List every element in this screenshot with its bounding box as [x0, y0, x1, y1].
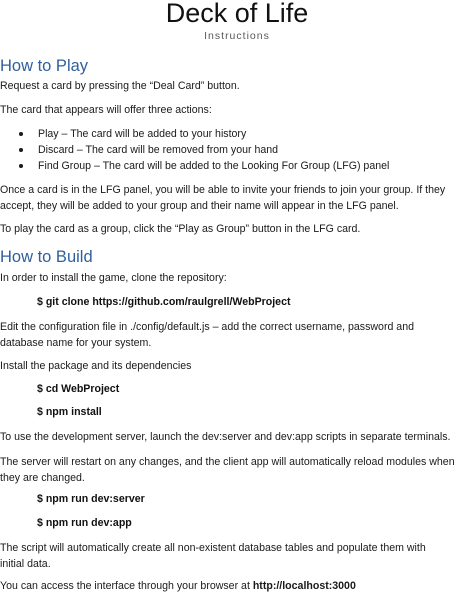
document-subtitle: Instructions: [204, 30, 270, 42]
list-item-text: Play – The card will be added to your history: [38, 128, 247, 140]
access-text: You can access the interface through your browser at: [0, 580, 253, 592]
dev-server-paragraph: To use the development server, launch the dev:server and dev:app scripts in separate terminals.: [0, 431, 451, 443]
install-intro: Install the package and its dependencies: [0, 360, 192, 372]
localhost-url: http://localhost:3000: [252, 580, 356, 592]
clone-intro: In order to install the game, clone the repository:: [0, 272, 227, 284]
restart-paragraph-line-1: The server will restart on any changes, and the client app will automatically reload modules when: [0, 456, 455, 468]
play-intro: Request a card by pressing the “Deal Card” button.: [0, 80, 240, 92]
command-npm-install: $ npm install: [37, 406, 102, 418]
lfg-paragraph-line-1: Once a card is in the LFG panel, you will be able to invite your friends to join your group. If they: [0, 184, 446, 196]
heading-how-to-build: How to Build: [0, 248, 93, 266]
restart-paragraph-line-2: they are changed.: [0, 472, 85, 484]
list-item-text: Discard – The card will be removed from your hand: [38, 144, 279, 156]
list-item: [0, 142, 474, 158]
play-actions-intro: The card that appears will offer three actions:: [0, 104, 212, 116]
command-git-clone: $ git clone https://github.com/raulgrell/WebProject: [37, 296, 291, 308]
lfg-paragraph-line-2: accept, they will be added to your group and their name will appear in the LFG panel.: [0, 200, 399, 212]
command-dev-app: $ npm run dev:app: [37, 517, 132, 529]
bullet-dot-icon: [19, 132, 23, 136]
actions-list: [0, 126, 474, 174]
list-item: [0, 158, 474, 174]
document-title: Deck of Life: [165, 0, 309, 28]
bullet-dot-icon: [19, 164, 23, 168]
database-paragraph-line-1: The script will automatically create all non-existent database tables and populate them with: [0, 542, 426, 554]
group-play-paragraph: To play the card as a group, click the “Play as Group” button in the LFG card.: [0, 223, 361, 235]
database-paragraph-line-2: initial data.: [0, 558, 51, 570]
access-paragraph: [0, 578, 474, 593]
list-item: [0, 126, 474, 142]
list-item-text: Find Group – The card will be added to the Looking For Group (LFG) panel: [38, 160, 390, 172]
command-dev-server: $ npm run dev:server: [37, 493, 145, 505]
config-paragraph-line-1: Edit the configuration file in ./config/default.js – add the correct username, password and: [0, 321, 414, 333]
bullet-dot-icon: [19, 148, 23, 152]
heading-how-to-play: How to Play: [0, 57, 89, 75]
config-paragraph-line-2: database name for your system.: [0, 337, 152, 349]
command-cd: $ cd WebProject: [37, 383, 120, 395]
